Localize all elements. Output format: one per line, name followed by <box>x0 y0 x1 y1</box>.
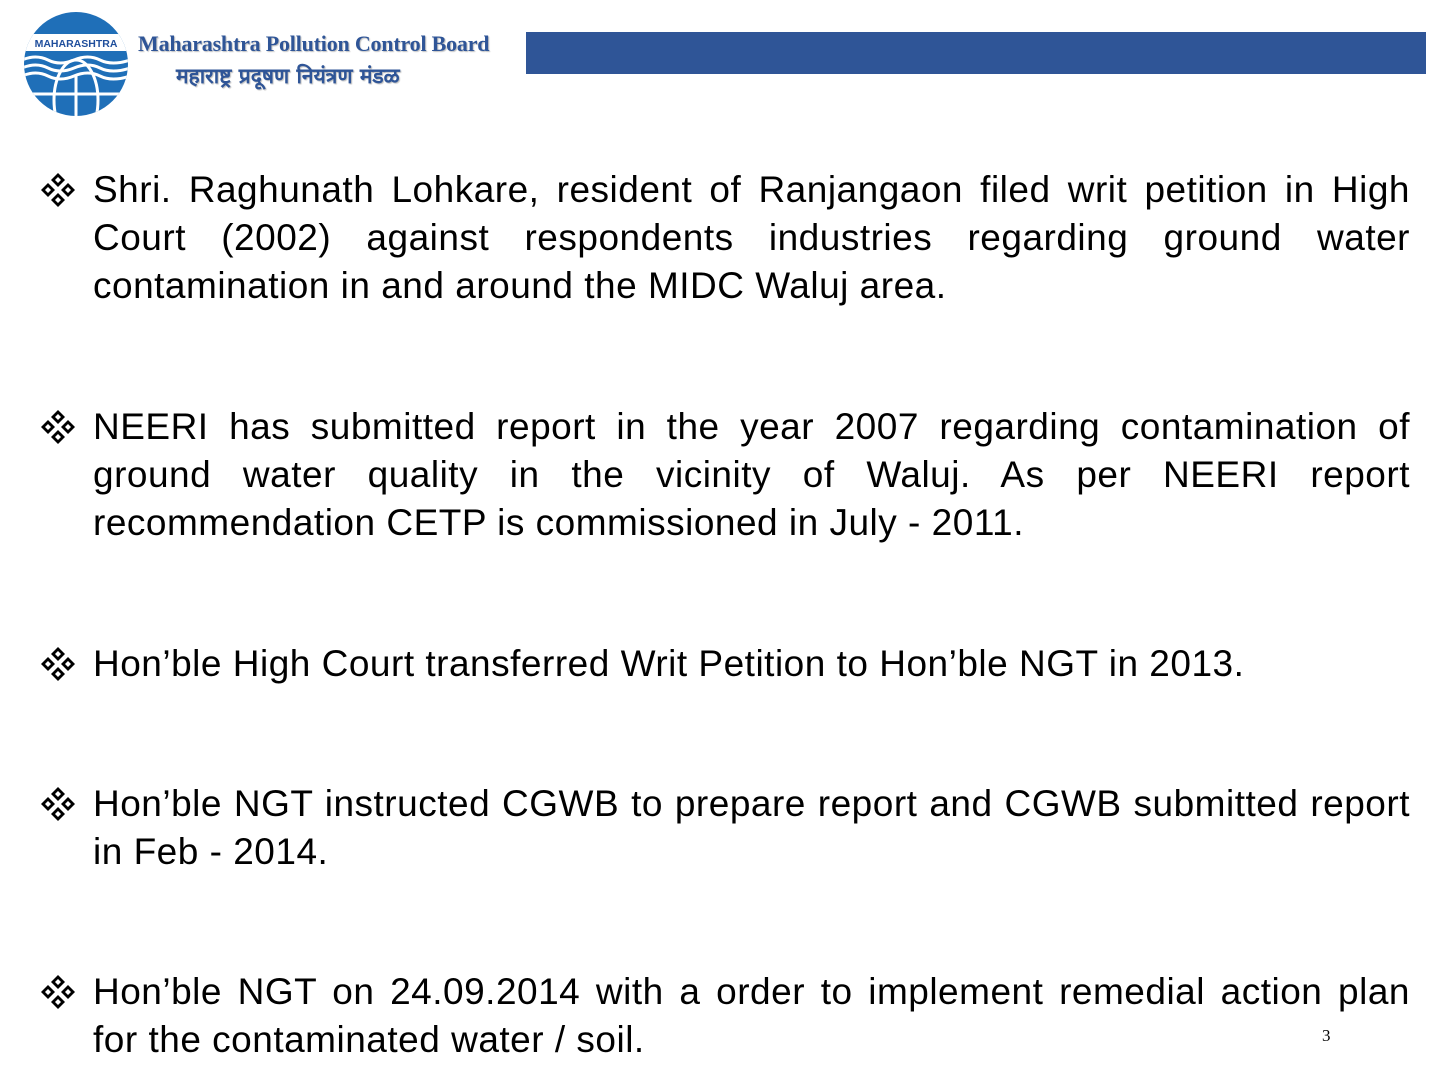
four-diamond-bullet-icon <box>40 786 76 822</box>
four-diamond-bullet-icon <box>40 974 76 1010</box>
bullet-text: Hon’ble NGT on 24.09.2014 with a order to implement remedial action plan for the contaminated water / soil. <box>93 971 1410 1060</box>
bullet-text: NEERI has submitted report in the year 2007 regarding contamination of ground water quality in the vicinity of Waluj. As per NEERI report recommendation CETP is commissioned in July - 2011. <box>93 406 1410 543</box>
four-diamond-bullet-icon <box>40 409 76 445</box>
four-diamond-bullet-icon <box>40 646 76 682</box>
org-name-marathi: महाराष्ट्र प्रदूषण नियंत्रण मंडळ <box>176 64 400 88</box>
bullet-text: Hon’ble High Court transferred Writ Petition to Hon’ble NGT in 2013. <box>93 643 1245 684</box>
org-name-english: Maharashtra Pollution Control Board <box>138 31 490 56</box>
bullet-text: Hon’ble NGT instructed CGWB to prepare report and CGWB submitted report in Feb - 2014. <box>93 783 1410 872</box>
page-number: 3 <box>1322 1026 1331 1045</box>
logo-text: MAHARASHTRA <box>34 38 118 50</box>
bullet-text: Shri. Raghunath Lohkare, resident of Ranjangaon filed writ petition in High Court (2002) against respondents industries regarding ground water contamination in and around the MIDC Waluj area. <box>93 169 1410 306</box>
four-diamond-bullet-icon <box>40 172 76 208</box>
